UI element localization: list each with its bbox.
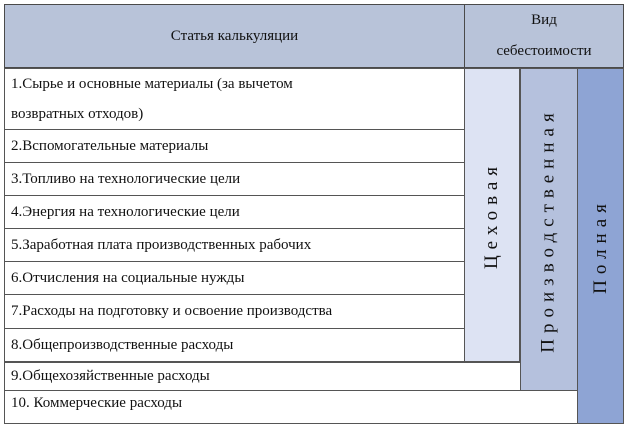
header-calculation-item [4, 4, 465, 68]
column-shop-cost [464, 68, 520, 362]
table-row-9 [4, 362, 521, 391]
row-10-text: 10. Коммерческие расходы [11, 395, 183, 411]
table-row-10 [4, 391, 578, 424]
row-1-text-line2: возвратных отходов) [11, 106, 144, 122]
row-2-text: 2.Вспомогательные материалы [11, 137, 209, 154]
header-cost-type-line1: Вид [531, 12, 557, 28]
table-row-1 [4, 68, 465, 130]
column-production-cost-label: Производственная [538, 106, 559, 353]
table-row-5 [4, 229, 465, 262]
table-row-7 [4, 295, 465, 329]
row-5-text: 5.Заработная плата производственных рабочих [11, 236, 312, 253]
column-production-cost [520, 68, 578, 391]
row-4-text: 4.Энергия на технологические цели [11, 203, 240, 220]
table-row-6 [4, 262, 465, 295]
column-shop-cost-label: Цеховая [481, 160, 503, 270]
column-full-cost-label: Полная [589, 198, 611, 294]
row-3-text: 3.Топливо на технологические цели [11, 170, 241, 187]
row-9-text: 9.Общехозяйственные расходы [11, 368, 210, 384]
header-calculation-item-label: Статья калькуляции [170, 27, 299, 44]
table-row-8 [4, 329, 465, 362]
table-row-3 [4, 163, 465, 196]
row-1-text-line1: 1.Сырье и основные материалы (за вычетом [11, 76, 293, 92]
row-7-text: 7.Расходы на подготовку и освоение производства [11, 303, 333, 319]
header-cost-type-line2: себестоимости [496, 43, 592, 59]
row-8-text: 8.Общепроизводственные расходы [11, 336, 234, 353]
column-full-cost [577, 68, 624, 424]
row-6-text: 6.Отчисления на социальные нужды [11, 269, 245, 286]
table-row-4 [4, 196, 465, 229]
table-row-2 [4, 130, 465, 163]
header-cost-type [464, 4, 624, 68]
